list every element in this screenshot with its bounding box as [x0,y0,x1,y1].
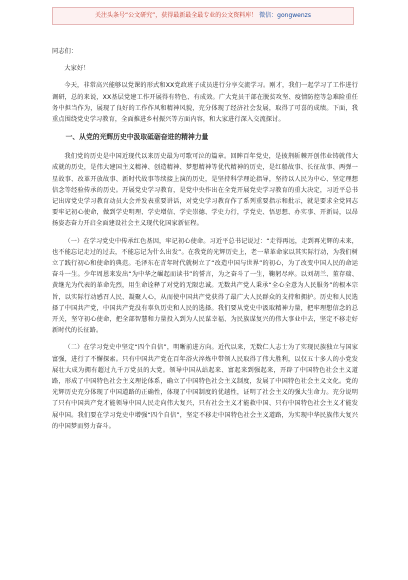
intro-paragraph: 今天，非常高兴能够以党课的形式和XX党政班子成员进行分享交流学习。刚才，我们一起学习了工作进行调研，总的来说，XX基层党建工作开展得有特色、有成效。广大党员干部在脱贫攻坚、疫情防控等急难险重任务中担当作为，展现了良好的工作作风和精神风貌，充分体现了经济社会发展，取得了可喜的成绩。下面，我重点围绕党史学习教育，全面推进乡村振兴等方面内容，和大家进行深入交流探讨。 [52,82,358,124]
banner-text: 关注头条号“公文研究”，获得最新最全最专业的公文资料库！ [95,12,258,19]
body-paragraph-1: 我们党的历史是中国近现代以来历史最为可歌可泣的篇章。回眸百年党史，是披荆斩棘开创伟业铸就伟大成就的历史，是伟大建国主义精神、创造精神、梦想精神等优代精神的历史，是红船故事、长征故事、两弹一星故事、改革开放故事、新时代故事等续接上演的历史，是坚持科学理论指导，坚持以人民为中心、坚定理想信念等经验传承的历史。开展党史学习教育，是党中央作出在全党开展党史学习教育的重大决定，习近平总书记出席党史学习教育动员大会并发表重要讲话，对党史学习教育作了系列重要指示和批示，就是要求全党同志要牢记初心使命，做到学史明理、学史增信、学史崇德、学史力行，学党史、悟思想、办实事、开新局，以昂扬姿态奋力开启全面建设社会主义现代化国家新征程。 [52,153,358,228]
salutation: 同志们： [52,48,78,55]
body-paragraph-2: （一）在学习党史中传承红色基因，牢记初心使命。习近平总书记说过：“走得再远，走到再光辉的未来，也不能忘记走过的过去，不能忘记为什么出发”。在我党的光辉历史上，老一辈革命家以其实际行动，为我们树立了践行初心和使命的典范。毛泽东在青年时代就树立了“改造中国与世界”的初心，为了改变中国人民的命运奋斗一生。少年周恩来发出“为中华之崛起而读书”的誓言，为之奋斗了一生，鞠躬尽瘁。以刘胡兰、董存瑞、黄继光为代表的革命先烈，用生命诠释了对党的无限忠诚。无数共产党人秉承“全心全意为人民服务”的根本宗旨，以实际行动感召人民、凝聚人心，从而使中国共产党获得了最广大人民群众的支持和拥护。历史和人民选择了中国共产党，中国共产党没有辜负历史和人民的选择。我们要从党史中汲取精神力量，把牢理想信念的总开关，坚守初心使命，把全部智慧和力量投入到为人民谋幸福、为民族谋复兴的伟大事业中去，坚定不移走好新时代的长征路。 [52,237,358,335]
greeting: 大家好！ [64,65,90,73]
document-body [52,46,358,432]
section-heading-1: 一、从党的光辉历史中汲取砥砺奋进的精神力量 [65,133,209,142]
promo-banner[interactable] [52,7,354,25]
banner-link[interactable]: 微信：gongwenzs [259,12,311,19]
body-paragraph-3: （二）在学习党史中坚定“四个自信”，明晰前进方向。近代以来，无数仁人志士为了实现民族独立与国家富强，进行了不懈探索。只有中国共产党在百年浴火淬炼中带领人民取得了伟大胜利，以仅五十多人的小党发展壮大成为拥有超过九千万党员的大党。领导中国从站起来、富起来到强起来，开辟了中国特色社会主义道路，形成了中国特色社会主义理论体系，确立了中国特色社会主义制度，发展了中国特色社会主义文化。党的光辉历史充分体现了中国道路的正确性，体现了中国制度的优越性，证明了社会主义的强大生命力。充分说明了只有中国共产党才能领导中国人民走向伟大复兴，只有社会主义才能救中国、只有中国特色社会主义才能发展中国。我们要在学习党史中增强“四个自信”，坚定不移走中国特色社会主义道路，为实现中华民族伟大复兴的中国梦而努力奋斗。 [52,344,358,430]
